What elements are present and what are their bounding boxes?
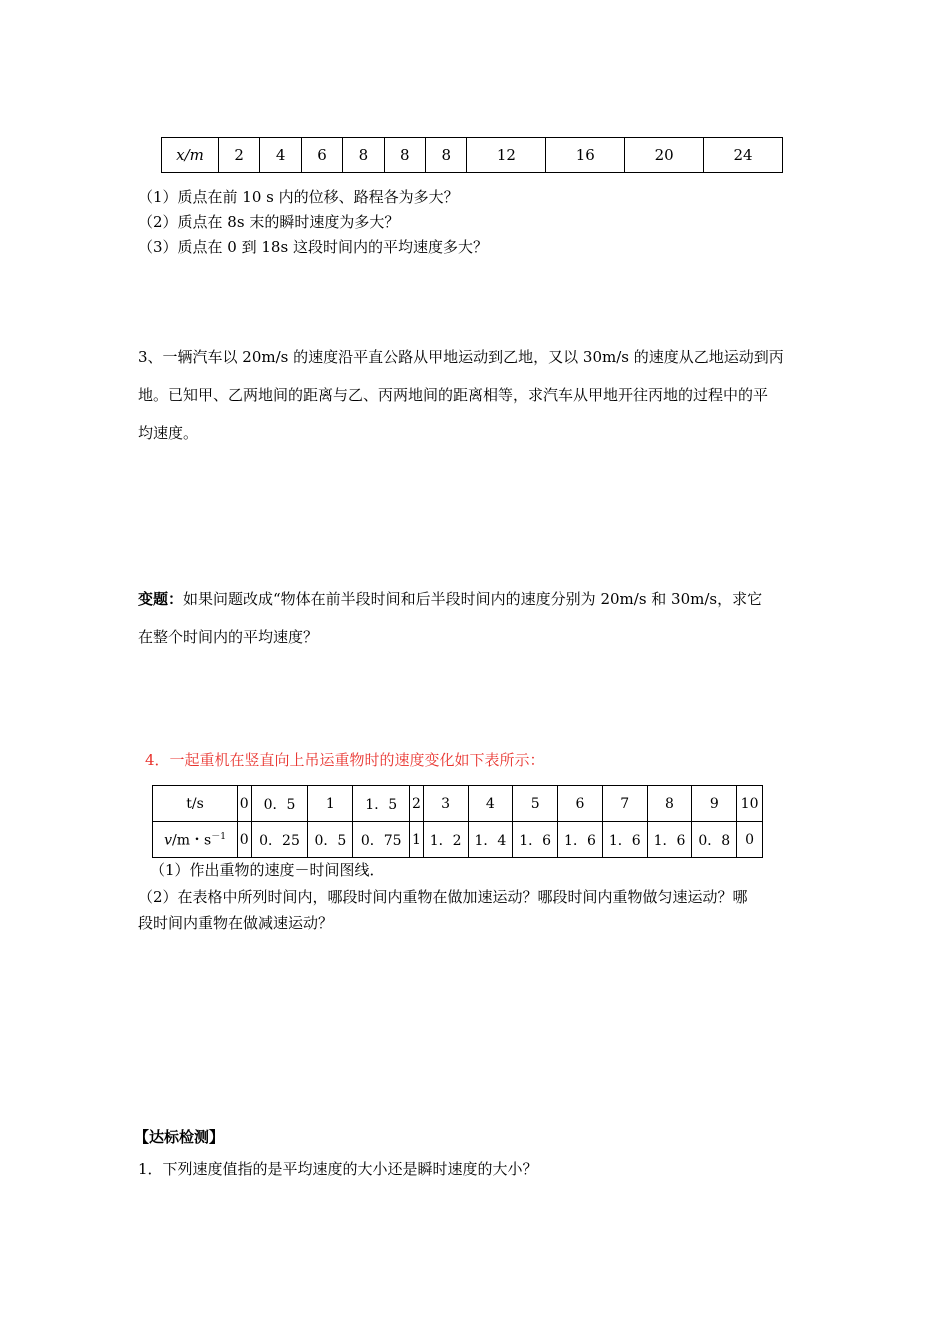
- table-cell: 0．25: [251, 822, 308, 858]
- table-cell: 1．5: [353, 786, 410, 822]
- variant-line: [138, 580, 762, 618]
- table-cell: 6: [558, 786, 603, 822]
- table-cell: 1．6: [602, 822, 647, 858]
- table-cell: 1．2: [423, 822, 468, 858]
- table-cell: 0．5: [251, 786, 308, 822]
- table-cell: 10: [737, 786, 763, 822]
- variant-label: 变题：: [138, 590, 184, 608]
- table-cell: 1: [308, 786, 353, 822]
- q3-line: 均速度。: [138, 424, 199, 442]
- section-title: 【达标检测】: [134, 1128, 225, 1146]
- table-row: [153, 786, 763, 822]
- table-cell: 3: [423, 786, 468, 822]
- table-cell: 24: [704, 138, 783, 173]
- table-cell: 4: [260, 138, 301, 173]
- velocity-table: [152, 785, 763, 858]
- table-header-cell: t/s: [153, 786, 238, 822]
- q2-sub-1: （1）质点在前 10 s 内的位移、路程各为多大？: [138, 188, 459, 206]
- position-table: [161, 137, 783, 173]
- table-cell: 8: [343, 138, 384, 173]
- table-cell: 0．75: [353, 822, 410, 858]
- q4-title: 4．一起重机在竖直向上吊运重物时的速度变化如下表所示：: [145, 751, 545, 769]
- table-cell: 0: [737, 822, 763, 858]
- table-cell: 4: [468, 786, 513, 822]
- variant-paragraph: [138, 580, 762, 656]
- table-cell: 0．8: [692, 822, 737, 858]
- table-cell: 2: [410, 786, 424, 822]
- table-cell: 0．5: [308, 822, 353, 858]
- table-header-cell: v/m・$s^{-1}$: [153, 822, 238, 858]
- table-cell: 12: [467, 138, 546, 173]
- q4-sub-2: [138, 884, 748, 936]
- table-cell: 0: [238, 822, 252, 858]
- table-header-cell: x/m: [162, 138, 219, 173]
- table-cell: 8: [647, 786, 692, 822]
- q4-sub-1: （1）作出重物的速度－时间图线．: [150, 861, 385, 879]
- variant-line: 在整个时间内的平均速度？: [138, 628, 319, 646]
- table-row: [162, 138, 783, 173]
- table-cell: 5: [513, 786, 558, 822]
- q4-sub-2-line: 段时间内重物在做减速运动？: [138, 914, 334, 932]
- table-cell: 2: [219, 138, 260, 173]
- table-cell: 0: [238, 786, 252, 822]
- table-cell: 1．6: [558, 822, 603, 858]
- table-cell: 1．6: [513, 822, 558, 858]
- table-cell: 16: [546, 138, 625, 173]
- table-cell: 7: [602, 786, 647, 822]
- table-cell: 1．4: [468, 822, 513, 858]
- table-cell: 6: [301, 138, 342, 173]
- q2-sub-3: （3）质点在 0 到 18s 这段时间内的平均速度多大？: [138, 238, 488, 256]
- table-cell: 9: [692, 786, 737, 822]
- q2-sub-2: （2）质点在 8s 末的瞬时速度为多大？: [138, 213, 400, 231]
- table-cell: 20: [625, 138, 704, 173]
- variant-text: 如果问题改成“物体在前半段时间和后半段时间内的速度分别为 20m/s 和 30m/s，求它: [183, 590, 763, 608]
- q4-sub-2-line: （2）在表格中所列时间内，哪段时间内重物在做加速运动？哪段时间内重物做匀速运动？哪: [138, 888, 748, 906]
- table-cell: 1: [410, 822, 424, 858]
- table-cell: 8: [426, 138, 467, 173]
- table-cell: 8: [384, 138, 425, 173]
- q3-line: 3、一辆汽车以 20m/s 的速度沿平直公路从甲地运动到乙地，又以 30m/s 的速度从乙地运动到丙: [138, 348, 784, 366]
- q3-line: 地。已知甲、乙两地间的距离与乙、丙两地间的距离相等，求汽车从甲地开往丙地的过程中的平: [138, 386, 769, 404]
- q3-paragraph: [138, 338, 784, 452]
- table-cell: 1．6: [647, 822, 692, 858]
- table-row: [153, 822, 763, 858]
- section-q1: 1．下列速度值指的是平均速度的大小还是瞬时速度的大小？: [138, 1160, 538, 1178]
